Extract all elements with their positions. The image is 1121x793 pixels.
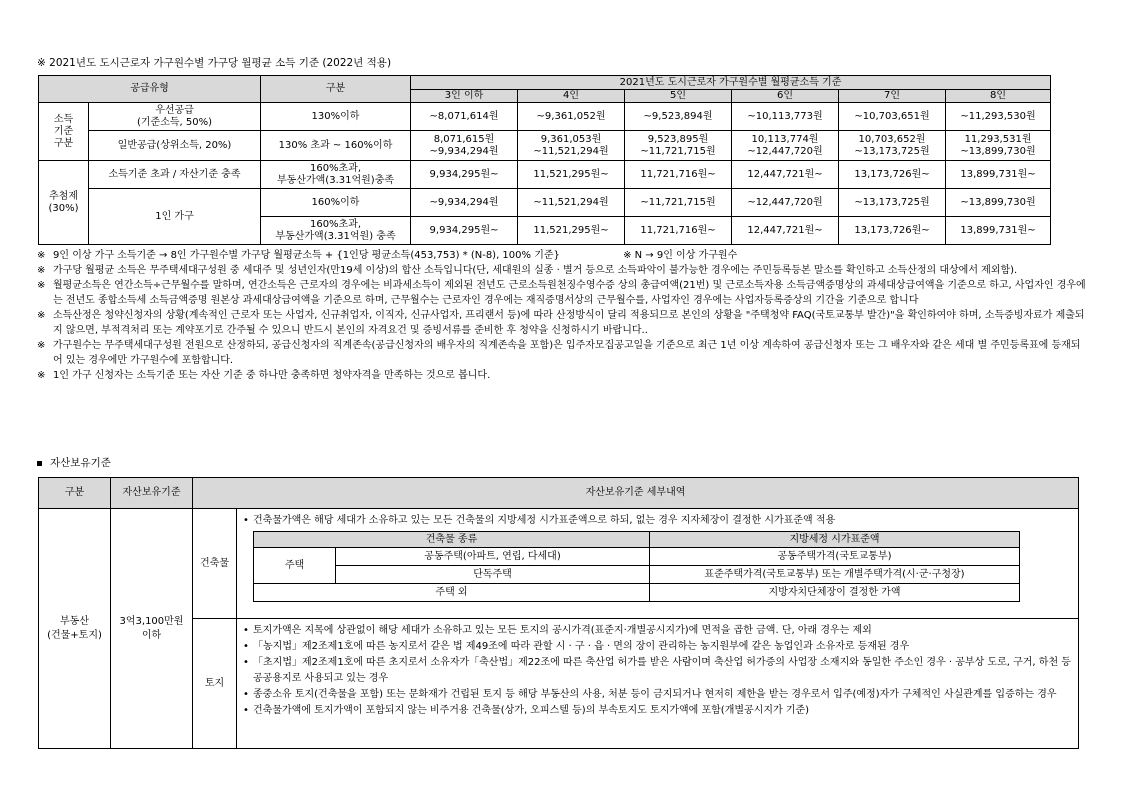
note-text: 가구당 월평균 소득은 무주택세대구성원 중 세대주 및 성년인자(만19세 이상)의 합산 소득입니다(단, 세대원의 실종 · 별거 등으로 소득파악이 불가능한 경우에는 주민등록등본 말소를 확인하고 소득산정의 대상에서 제외함). <box>53 265 1018 276</box>
value-cell: ~10,113,773원 <box>732 103 839 131</box>
row-division: 160%초과, 부동산가액(3.31억원) 충족 <box>261 217 411 245</box>
value-cell: ~10,703,651원 <box>839 103 946 131</box>
table-row <box>39 103 1051 131</box>
note-item <box>37 248 1087 263</box>
inner-detached: 단독주택 <box>336 566 650 584</box>
row-type: 1인 가구 <box>89 189 261 245</box>
value-cell: 12,447,721원~ <box>732 217 839 245</box>
value-cell: 13,899,731원~ <box>946 161 1051 189</box>
row-division: 160%초과, 부동산가액(3.31억원)충족 <box>261 161 411 189</box>
value-cell: 11,293,531원 ~13,899,730원 <box>946 131 1051 161</box>
value-cell: 11,721,716원~ <box>625 161 732 189</box>
asset-standard-title <box>37 455 111 470</box>
value-cell: ~12,447,720원 <box>732 189 839 217</box>
note-mark: ※ <box>37 265 46 276</box>
land-label: 토지 <box>193 619 237 749</box>
square-bullet-icon <box>37 461 42 466</box>
inner-apt: 공동주택(아파트, 연립, 다세대) <box>336 548 650 566</box>
header-group-title: 2021년도 도시근로자 가구원수별 월평균소득 기준 <box>411 76 1051 90</box>
inner-housing-label: 주택 <box>254 548 336 584</box>
value-cell: ~9,361,052원 <box>518 103 625 131</box>
list-item <box>243 703 1072 719</box>
land-bullet-text: 종중소유 토지(건축물을 포함) 또는 문화재가 건립된 토지 등 해당 부동산의 사용, 처분 등이 금지되거나 현저히 제한을 받는 경우로서 입주(예정)자가 구체적인 사실관계를 입증하는 경우 <box>253 689 1057 700</box>
row-division: 160%이하 <box>261 189 411 217</box>
note-mark: ※ <box>37 250 46 261</box>
header-col-7: 7인 <box>839 90 946 103</box>
building-detail <box>237 509 1079 619</box>
inner-apt-std: 공동주택가격(국토교통부) <box>650 548 1020 566</box>
value-cell: 8,071,615원 ~9,934,294원 <box>411 131 518 161</box>
bullet-icon: • <box>243 515 249 526</box>
note-mark: ※ <box>37 340 46 351</box>
asset-amount: 3억3,100만원 이하 <box>111 509 193 749</box>
note-text: 1인 가구 신청자는 소득기준 또는 자산 기준 중 하나만 충족하면 청약자격을 만족하는 것으로 봅니다. <box>53 370 491 381</box>
note-item <box>37 338 1087 368</box>
value-cell: 13,173,726원~ <box>839 161 946 189</box>
header-division: 구분 <box>39 478 111 509</box>
header-col-8: 8인 <box>946 90 1051 103</box>
value-cell: ~9,934,294원 <box>411 189 518 217</box>
inner-other-std: 지방자치단체장이 결정한 가액 <box>650 584 1020 602</box>
income-standard-title: ※ 2021년도 도시근로자 가구원수별 가구당 월평균 소득 기준 (2022년 적용) <box>37 57 392 69</box>
table-row <box>39 131 1051 161</box>
value-cell: ~11,721,715원 <box>625 189 732 217</box>
value-cell: 11,521,295원~ <box>518 161 625 189</box>
income-standard-table <box>38 75 1051 245</box>
table-row <box>39 189 1051 217</box>
land-bullet-text: 「농지법」제2조제1호에 따른 농지로서 같은 법 제49조에 따라 관할 시 · 구 · 읍 · 면의 장이 관리하는 농지원부에 같은 농업인과 소유자로 등재된 경우 <box>253 641 910 652</box>
row-division: 130%이하 <box>261 103 411 131</box>
land-detail <box>237 619 1079 749</box>
list-item <box>243 655 1072 687</box>
note-item <box>37 278 1087 308</box>
value-cell: 9,361,053원 ~11,521,294원 <box>518 131 625 161</box>
value-cell: ~11,521,294원 <box>518 189 625 217</box>
value-cell: ~11,293,530원 <box>946 103 1051 131</box>
value-cell: 12,447,721원~ <box>732 161 839 189</box>
bullet-icon: • <box>243 689 249 700</box>
note-item <box>37 368 1087 383</box>
value-cell: 9,934,295원~ <box>411 217 518 245</box>
value-cell: 9,934,295원~ <box>411 161 518 189</box>
header-supply-type: 공급유형 <box>39 76 261 103</box>
note-extra: ※ N → 9인 이상 가구원수 <box>623 250 738 261</box>
row-division: 130% 초과 ~ 160%이하 <box>261 131 411 161</box>
building-bullet-text: 건축물가액은 해당 세대가 소유하고 있는 모든 건축물의 지방세정 시가표준액으로 하되, 없는 경우 지자체장이 결정한 시가표준액 적용 <box>253 515 836 526</box>
value-cell: 10,703,652원 ~13,173,725원 <box>839 131 946 161</box>
notes-list <box>37 248 1087 383</box>
asset-standard-title-text: 자산보유기준 <box>50 457 111 469</box>
list-item <box>243 639 1072 655</box>
header-division: 구분 <box>261 76 411 103</box>
bullet-icon: • <box>243 641 249 652</box>
header-col-6: 6인 <box>732 90 839 103</box>
bullet-icon: • <box>243 625 249 636</box>
header-standard: 자산보유기준 <box>111 478 193 509</box>
lottery-group-label: 추첨제 (30%) <box>39 161 89 245</box>
row-type: 우선공급 (기준소득, 50%) <box>89 103 261 131</box>
land-bullet-text: 건축물가액에 토지가액이 포함되지 않는 비주거용 건축물(상가, 오피스텔 등)의 부속토지도 토지가액에 포함(개별공시지가 기준) <box>253 705 810 716</box>
value-cell: ~13,899,730원 <box>946 189 1051 217</box>
asset-standard-table <box>38 477 1079 749</box>
header-col-5: 5인 <box>625 90 732 103</box>
bullet-icon: • <box>243 657 249 668</box>
list-item <box>243 687 1072 703</box>
header-col-4: 4인 <box>518 90 625 103</box>
value-cell: ~8,071,614원 <box>411 103 518 131</box>
note-mark: ※ <box>37 370 46 381</box>
note-text: 가구원수는 무주택세대구성원 전원으로 산정하되, 공급신청자의 직계존속(공급신청자의 배우자의 직계존속을 포함)은 입주자모집공고일을 기준으로 최근 1년 이상 계속하여 공급신청자 또는 그 배우자와 같은 세대 별 주민등록표에 등재되어 있는 경우에만 가구원수에 포함합니다. <box>53 340 1081 366</box>
value-cell: ~13,173,725원 <box>839 189 946 217</box>
note-item <box>37 263 1087 278</box>
building-label: 건축물 <box>193 509 237 619</box>
inner-other: 주택 외 <box>254 584 650 602</box>
building-type-table <box>253 531 1020 602</box>
value-cell: 11,721,716원~ <box>625 217 732 245</box>
value-cell: 11,521,295원~ <box>518 217 625 245</box>
bullet-icon: • <box>243 705 249 716</box>
inner-header-std: 지방세정 시가표준액 <box>650 532 1020 548</box>
note-text: 9인 이상 가구 소득기준 → 8인 가구원수별 가구당 월평균소득 + {1인당 평균소득(453,753) * (N-8), 100% 기준} <box>53 250 560 261</box>
list-item <box>243 623 1072 639</box>
land-bullet-text: 「초지법」제2조제1호에 따른 초지로서 소유자가「축산법」제22조에 따른 축산업 허가를 받은 사람이며 축산업 허가증의 사업장 소재지와 동일한 주소인 경우 · 공부상 도로, 구거, 하천 등 공공용지로 사용되고 있는 경우 <box>253 657 1071 684</box>
note-item <box>37 308 1087 338</box>
header-detail: 자산보유기준 세부내역 <box>193 478 1079 509</box>
income-group-label: 소득 기준 구분 <box>39 103 89 161</box>
note-mark: ※ <box>37 280 46 291</box>
land-bullet-text: 토지가액은 지목에 상관없이 해당 세대가 소유하고 있는 모든 토지의 공시가격(표준지·개별공시지가)에 면적을 곱한 금액. 단, 아래 경우는 제외 <box>253 625 872 636</box>
inner-detached-std: 표준주택가격(국토교통부) 또는 개별주택가격(시·군·구청장) <box>650 566 1020 584</box>
value-cell: 10,113,774원 ~12,447,720원 <box>732 131 839 161</box>
row-type: 소득기준 초과 / 자산기준 충족 <box>89 161 261 189</box>
asset-category: 부동산 (건물+토지) <box>39 509 111 749</box>
list-item <box>243 513 1072 529</box>
value-cell: ~9,523,894원 <box>625 103 732 131</box>
value-cell: 13,899,731원~ <box>946 217 1051 245</box>
note-text: 소득산정은 청약신청자의 상황(계속적인 근로자 또는 사업자, 신규취업자, 이직자, 신규사업자, 프리랜서 등)에 따라 산정방식이 달리 적용되므로 본인의 상황을 "주택청약 FAQ(국토교통부 발간)"을 확인하여야 하며, 소득증빙자료가 제출되지 않으면, 부적격처리 또는 계약포기로 간주될 수 있으니 반드시 본인의 자격요건 및 증빙서류를 준비한 후 청약을 신청하시기 바랍니다.. <box>53 310 1085 336</box>
note-mark: ※ <box>37 310 46 321</box>
table-row <box>39 161 1051 189</box>
note-text: 월평균소득은 연간소득÷근무월수를 말하며, 연간소득은 근로자의 경우에는 비과세소득이 제외된 전년도 근로소득원천징수영수증 상의 총급여액(21번) 및 근로소득자용 소득금액증명상의 과세대상급여액을 기준으로 하고, 사업자인 경우에는 전년도 종합소득세 소득금액증명 원본상 과세대상급여액을 기준으로 하며, 근무월수는 근로자인 경우에는 재직증명서상의 근무월수를, 사업자인 경우에는 사업자등록증상의 기간을 기준으로 합니다 <box>53 280 1086 306</box>
row-type: 일반공급(상위소득, 20%) <box>89 131 261 161</box>
value-cell: 9,523,895원 ~11,721,715원 <box>625 131 732 161</box>
inner-header-type: 건축물 종류 <box>254 532 650 548</box>
header-col-3: 3인 이하 <box>411 90 518 103</box>
value-cell: 13,173,726원~ <box>839 217 946 245</box>
